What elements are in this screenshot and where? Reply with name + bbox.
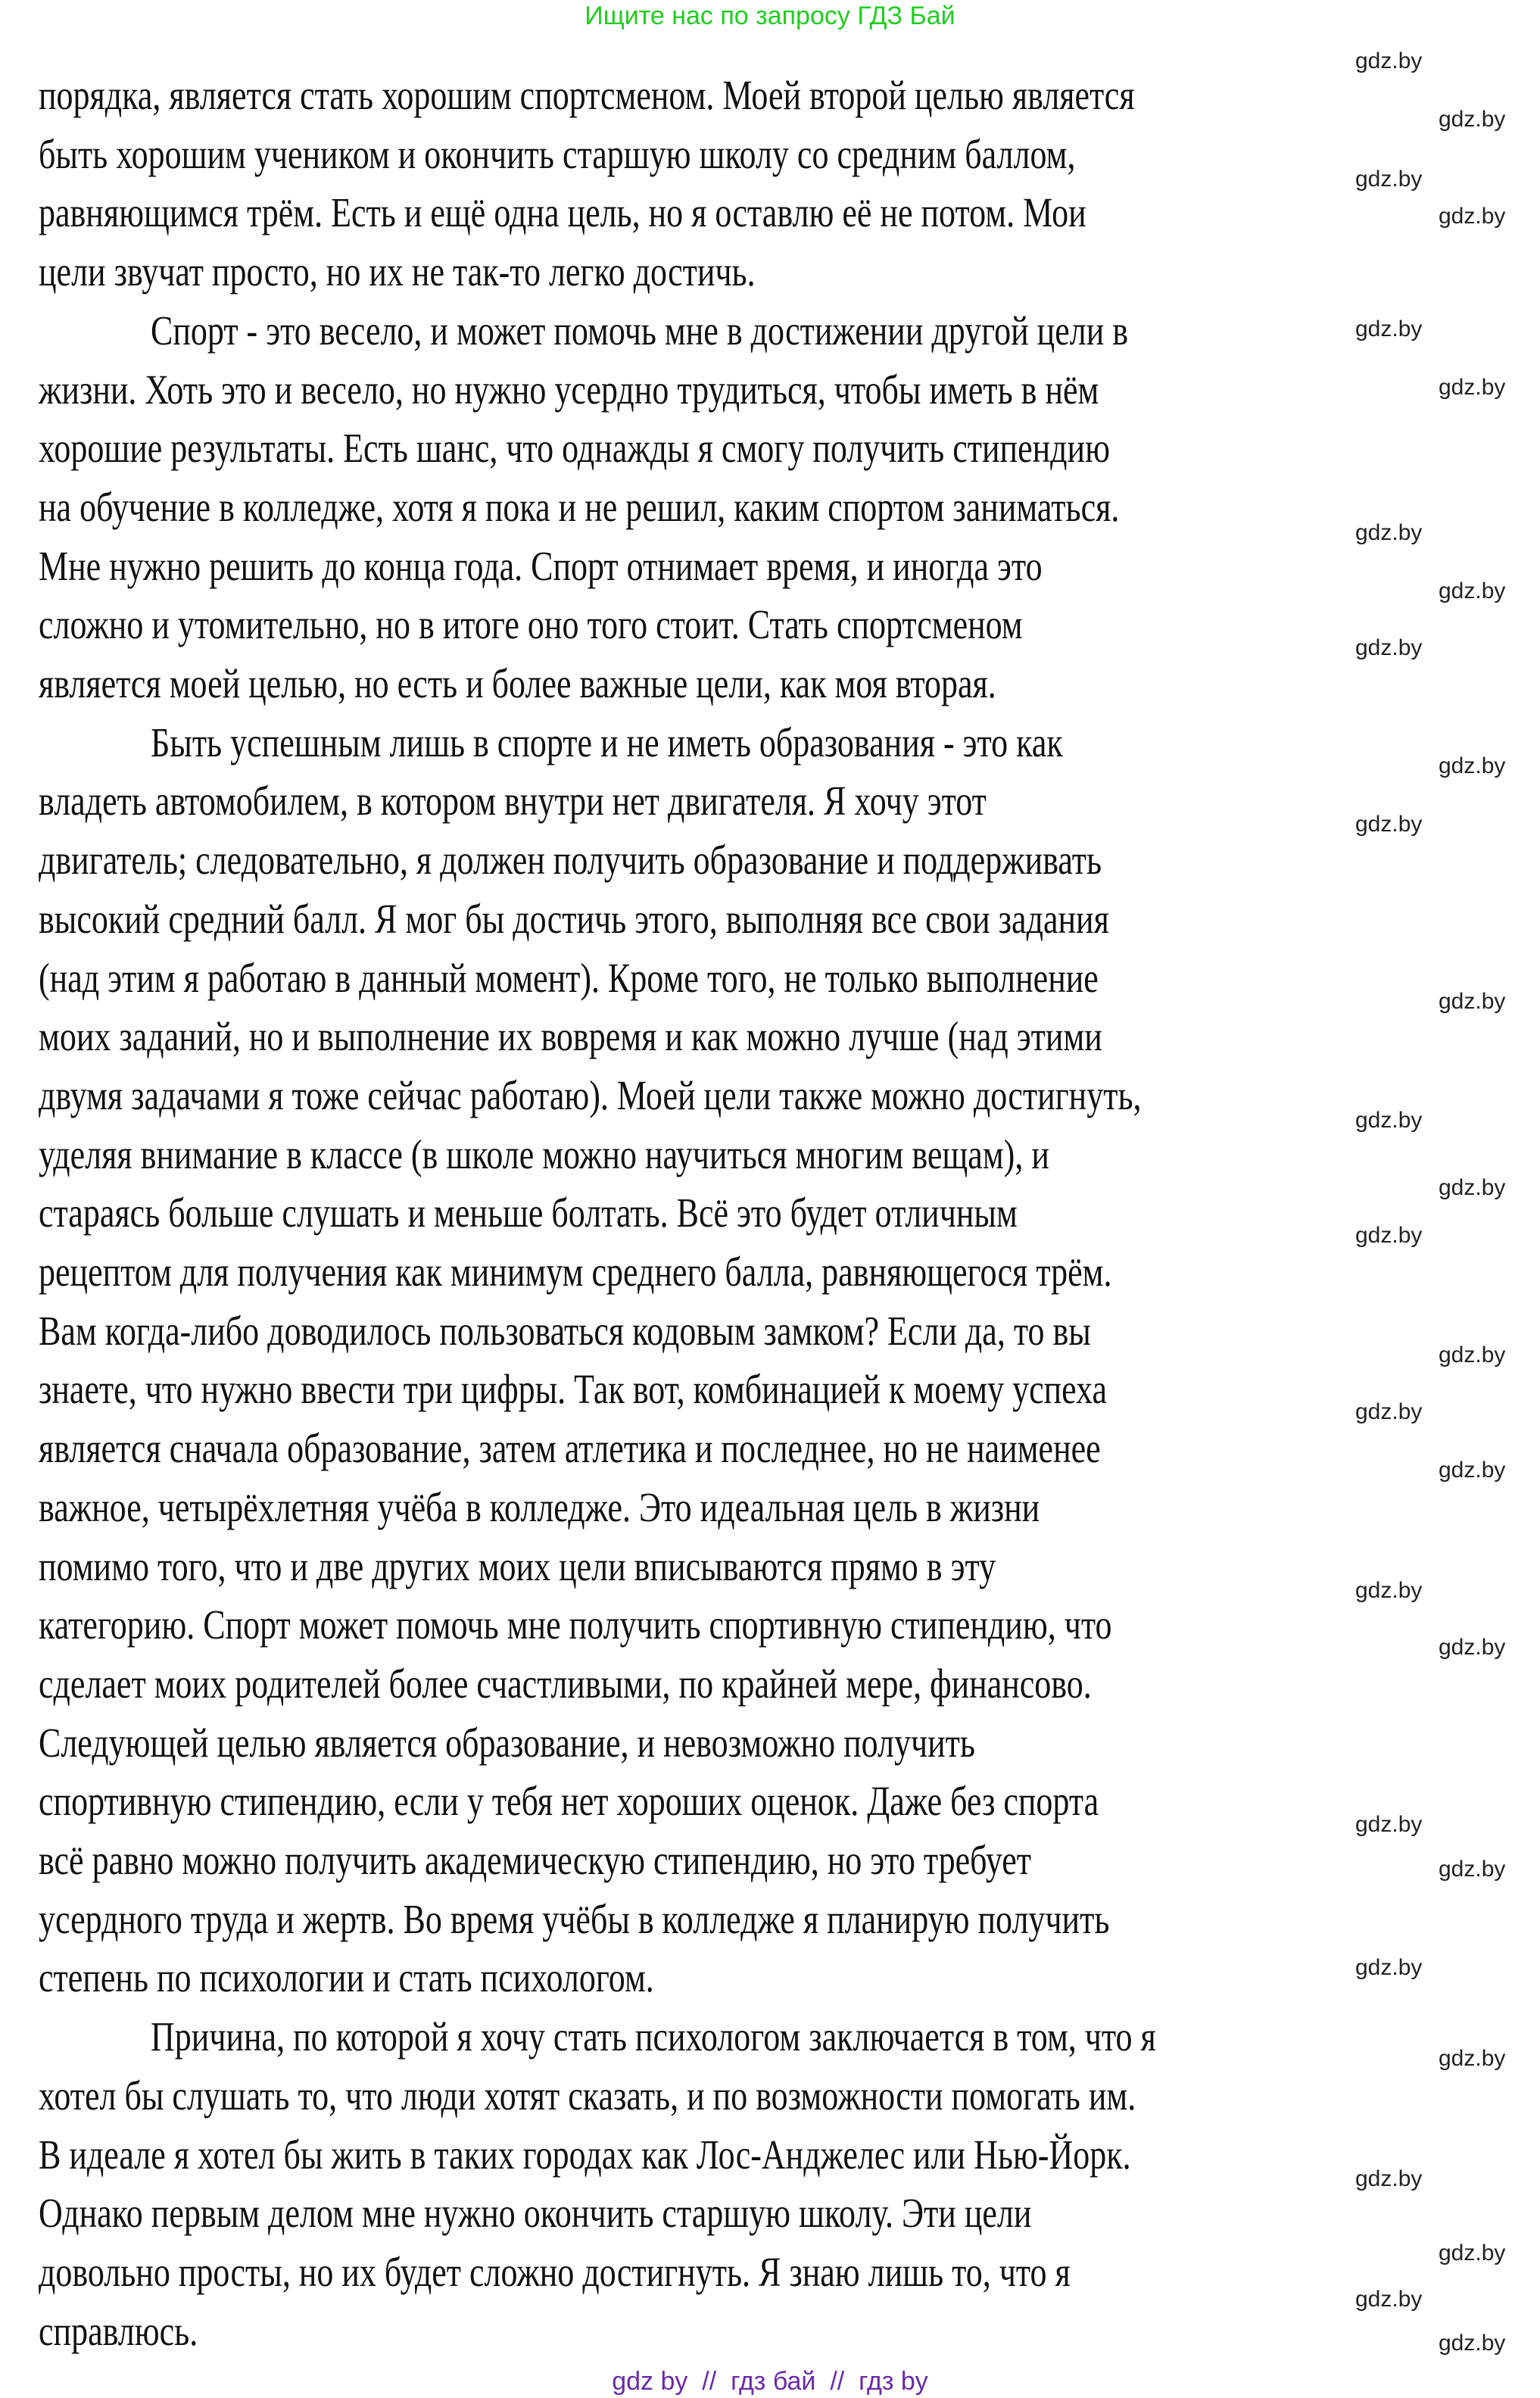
text-line: цели звучат просто, но их не так-то легко достичь. — [39, 248, 756, 295]
text-line: В идеале я хотел бы жить в таких городах как Лос-Анджелес или Нью-Йорк. — [39, 2131, 1131, 2178]
watermark-text: gdz.by — [1355, 635, 1423, 660]
text-line: Быть успешным лишь в спорте и не иметь образования - это как — [151, 719, 1063, 766]
watermark-text: gdz.by — [1439, 2241, 1506, 2265]
watermark-text: gdz.by — [1355, 48, 1423, 73]
text-line: является сначала образование, затем атлетика и последнее, но не наименее — [39, 1425, 1101, 1472]
watermark-text: gdz.by — [1355, 1399, 1423, 1424]
footer-site-links: gdz by // гдз бай // гдз by — [612, 2367, 928, 2396]
text-line: хотел бы слушать то, что люди хотят сказать, и по возможности помогать им. — [39, 2072, 1136, 2119]
watermark-text: gdz.by — [1439, 107, 1506, 132]
text-line: Мне нужно решить до конца года. Спорт отнимает время, и иногда это — [39, 542, 1043, 589]
text-line: владеть автомобилем, в котором внутри нет двигателя. Я хочу этот — [39, 778, 987, 825]
watermark-text: gdz.by — [1355, 317, 1423, 341]
text-line: быть хорошим учеником и окончить старшую школу со средним баллом, — [39, 130, 1076, 177]
text-line: моих заданий, но и выполнение их вовремя и как можно лучше (над этими — [39, 1013, 1102, 1060]
text-line: спортивную стипендию, если у тебя нет хороших оценок. Даже без спорта — [39, 1778, 1099, 1825]
watermark-text: gdz.by — [1355, 1108, 1423, 1133]
watermark-text: gdz.by — [1439, 753, 1506, 778]
text-line: стараясь больше слушать и меньше болтать. Всё это будет отличным — [39, 1190, 1018, 1236]
watermark-text: gdz.by — [1355, 520, 1423, 545]
text-line: знаете, что нужно ввести три цифры. Так вот, комбинацией к моему успеха — [39, 1366, 1108, 1413]
text-line: жизни. Хоть это и весело, но нужно усердно трудиться, чтобы иметь в нём — [39, 366, 1099, 413]
text-line: всё равно можно получить академическую стипендию, но это требует — [39, 1837, 1031, 1883]
text-line: (над этим я работаю в данный момент). Кроме того, не только выполнение — [39, 954, 1099, 1001]
watermark-text: gdz.by — [1439, 375, 1506, 400]
watermark-text: gdz.by — [1439, 2331, 1506, 2356]
watermark-text: gdz.by — [1439, 1175, 1506, 1200]
watermark-text: gdz.by — [1355, 1578, 1423, 1603]
watermark-text: gdz.by — [1355, 1955, 1423, 1980]
watermark-text: gdz.by — [1439, 204, 1506, 229]
text-line: Спорт - это весело, и может помочь мне в достижении другой цели в — [151, 307, 1129, 354]
text-line: Однако первым делом мне нужно окончить старшую школу. Эти цели — [39, 2190, 1032, 2237]
text-line: на обучение в колледже, хотя я пока и не решил, каким спортом заниматься. — [39, 483, 1120, 530]
watermark-text: gdz.by — [1355, 167, 1423, 192]
text-line: двигатель; следовательно, я должен получить образование и поддерживать — [39, 837, 1102, 884]
text-line: степень по психологии и стать психологом. — [39, 1954, 654, 2001]
text-line: Следующей целью является образование, и невозможно получить — [39, 1719, 975, 1766]
text-line: категорию. Спорт может помочь мне получить спортивную стипендию, что — [39, 1601, 1112, 1648]
text-line: помимо того, что и две других моих цели вписываются прямо в эту — [39, 1542, 996, 1589]
text-line: справлюсь. — [39, 2307, 198, 2354]
watermark-text: gdz.by — [1439, 989, 1506, 1014]
text-line: высокий средний балл. Я мог бы достичь этого, выполняя все свои задания — [39, 895, 1109, 942]
text-line: довольно просты, но их будет сложно достигнуть. Я знаю лишь то, что я — [39, 2248, 1071, 2295]
watermark-text: gdz.by — [1439, 1635, 1506, 1660]
watermark-text: gdz.by — [1355, 812, 1423, 837]
watermark-text: gdz.by — [1439, 1342, 1506, 1367]
watermark-text: gdz.by — [1439, 578, 1506, 603]
text-line: сделает моих родителей более счастливыми, по крайней мере, финансово. — [39, 1660, 1092, 1707]
watermark-text: gdz.by — [1439, 1458, 1506, 1483]
text-line: уделяя внимание в классе (в школе можно научиться многим вещам), и — [39, 1130, 1049, 1177]
text-line: сложно и утомительно, но в итоге оно того стоит. Стать спортсменом — [39, 601, 1023, 648]
text-line: хорошие результаты. Есть шанс, что однажды я смогу получить стипендию — [39, 425, 1110, 472]
watermark-text: gdz.by — [1439, 2046, 1506, 2071]
text-line: является моей целью, но есть и более важные цели, как моя вторая. — [39, 660, 996, 706]
watermark-text: gdz.by — [1355, 2166, 1423, 2191]
watermark-text: gdz.by — [1439, 1857, 1506, 1882]
watermark-text: gdz.by — [1355, 1223, 1423, 1248]
text-line: Вам когда-либо доводилось пользоваться кодовым замком? Если да, то вы — [39, 1307, 1091, 1354]
text-line: Причина, по которой я хочу стать психологом заключается в том, что я — [151, 2013, 1156, 2060]
watermark-text: gdz.by — [1355, 2287, 1423, 2312]
watermark-text: gdz.by — [1355, 1812, 1423, 1837]
text-line: двумя задачами я тоже сейчас работаю). Моей цели также можно достигнуть, — [39, 1071, 1142, 1118]
text-line: важное, четырёхлетняя учёба в колледже. Это идеальная цель в жизни — [39, 1483, 1040, 1530]
text-line: равняющимся трём. Есть и ещё одна цель, но я оставлю её не потом. Мои — [39, 189, 1086, 236]
search-hint-banner: Ищите нас по запросу ГДЗ Бай — [585, 2, 955, 30]
text-line: усердного труда и жертв. Во время учёбы в колледже я планирую получить — [39, 1895, 1110, 1942]
text-line: порядка, является стать хорошим спортсменом. Моей второй целью является — [39, 72, 1135, 118]
text-line: рецептом для получения как минимум среднего балла, равняющегося трём. — [39, 1249, 1112, 1295]
